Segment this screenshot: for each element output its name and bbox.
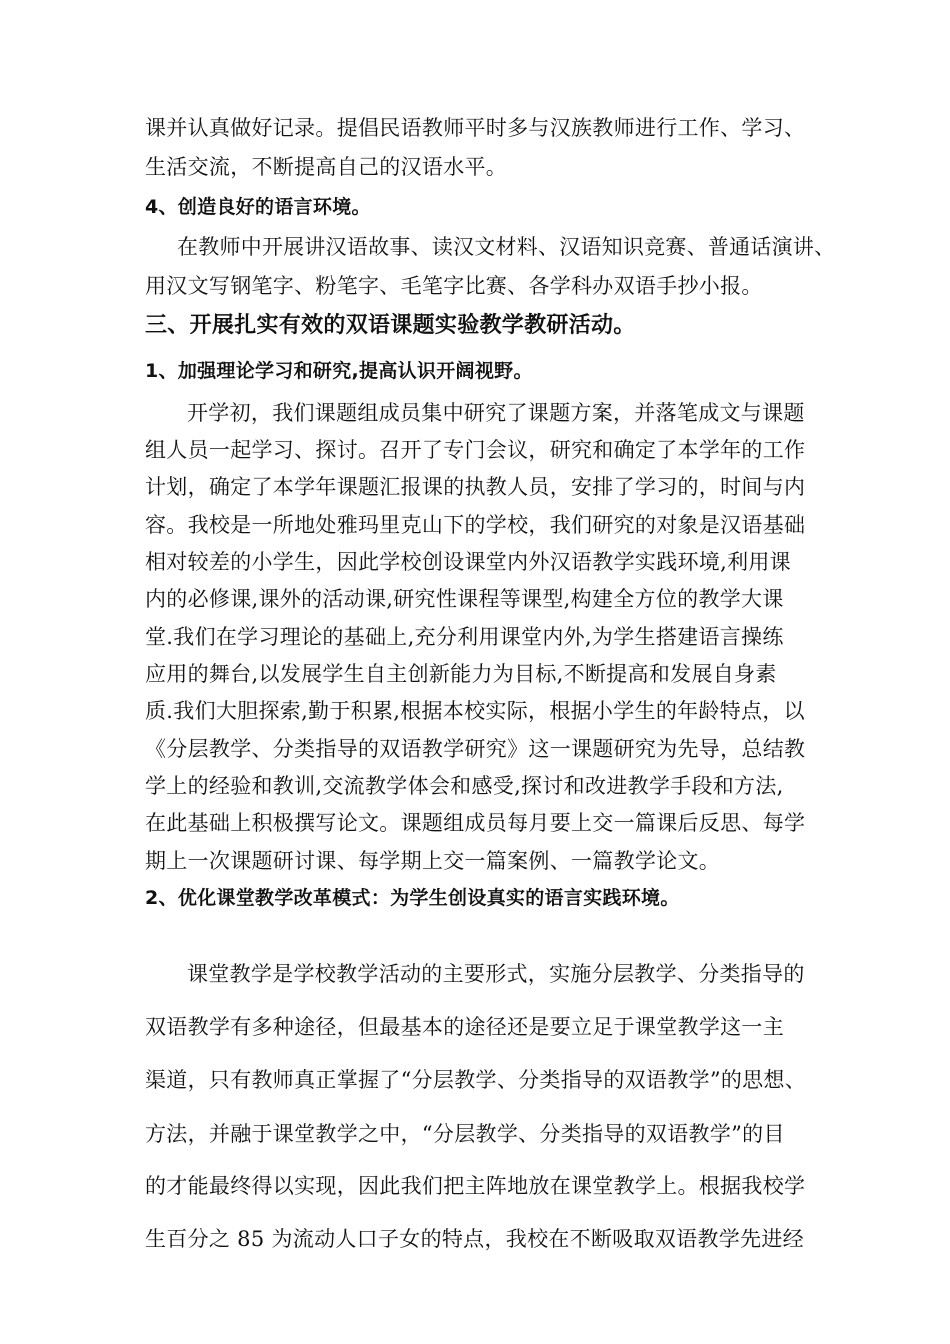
paragraph-line: 质.我们大胆探索,勤于积累,根据本校实际，根据小学生的年龄特点，以 bbox=[145, 699, 805, 723]
paragraph-line: 学上的经验和教训,交流教学体会和感受,探讨和改进教学手段和方法, bbox=[145, 774, 784, 798]
paragraph-line: 期上一次课题研讨课、每学期上交一篇案例、一篇教学论文。 bbox=[145, 849, 721, 873]
paragraph-line: 《分层教学、分类指导的双语教学研究》这一课题研究为先导，总结教 bbox=[145, 737, 806, 761]
section-heading: 2、优化课堂教学改革模式：为学生创设真实的语言实践环境。 bbox=[145, 887, 680, 909]
section-heading: 1、加强理论学习和研究,提高认识开阔视野。 bbox=[145, 360, 533, 382]
paragraph-line: 在教师中开展讲汉语故事、读汉文材料、汉语知识竞赛、普通话演讲、 bbox=[177, 235, 836, 259]
paragraph-line: 开学初，我们课题组成员集中研究了课题方案，并落笔成文与课题 bbox=[187, 401, 805, 425]
paragraph-line: 双语教学有多种途径，但最基本的途径还是要立足于课堂教学这一主 bbox=[145, 1015, 784, 1039]
paragraph-line: 堂.我们在学习理论的基础上,充分利用课堂内外,为学生搭建语言操练 bbox=[145, 625, 784, 649]
paragraph-line: 课堂教学是学校教学活动的主要形式，实施分层教学、分类指导的 bbox=[187, 962, 805, 986]
paragraph-line: 在此基础上积极撰写论文。课题组成员每月要上交一篇课后反思、每学 bbox=[145, 811, 806, 835]
paragraph-line: 内的必修课,课外的活动课,研究性课程等课型,构建全方位的教学大课 bbox=[145, 587, 784, 611]
paragraph-line: 方法，并融于课堂教学之中，“分层教学、分类指导的双语教学”的目 bbox=[145, 1122, 785, 1146]
paragraph-line: 生百分之 85 为流动人口子女的特点，我校在不断吸取双语教学先进经 bbox=[145, 1227, 804, 1251]
paragraph-line: 容。我校是一所地处雅玛里克山下的学校，我们研究的对象是汉语基础 bbox=[145, 513, 806, 537]
section-heading: 4、创造良好的语言环境。 bbox=[145, 196, 371, 218]
chapter-heading: 三、开展扎实有效的双语课题实验教学教研活动。 bbox=[145, 313, 636, 338]
paragraph-line: 用汉文写钢笔字、粉笔字、毛笔字比赛、各学科办双语手抄小报。 bbox=[145, 274, 763, 298]
paragraph-line: 相对较差的小学生，因此学校创设课堂内外汉语教学实践环境,利用课 bbox=[145, 550, 791, 574]
paragraph-line: 渠道，只有教师真正掌握了“分层教学、分类指导的双语教学”的思想、 bbox=[145, 1068, 807, 1092]
paragraph-line: 课并认真做好记录。提倡民语教师平时多与汉族教师进行工作、学习、 bbox=[145, 116, 806, 140]
paragraph-line: 的才能最终得以实现，因此我们把主阵地放在课堂教学上。根据我校学 bbox=[145, 1174, 806, 1198]
paragraph-line: 应用的舞台,以发展学生自主创新能力为目标,不断提高和发展自身素 bbox=[145, 662, 777, 686]
paragraph-line: 组人员一起学习、探讨。召开了专门会议，研究和确定了本学年的工作 bbox=[145, 438, 806, 462]
paragraph-line: 计划，确定了本学年课题汇报课的执教人员，安排了学习的，时间与内 bbox=[145, 475, 806, 499]
paragraph-line: 生活交流，不断提高自己的汉语水平。 bbox=[145, 155, 508, 179]
